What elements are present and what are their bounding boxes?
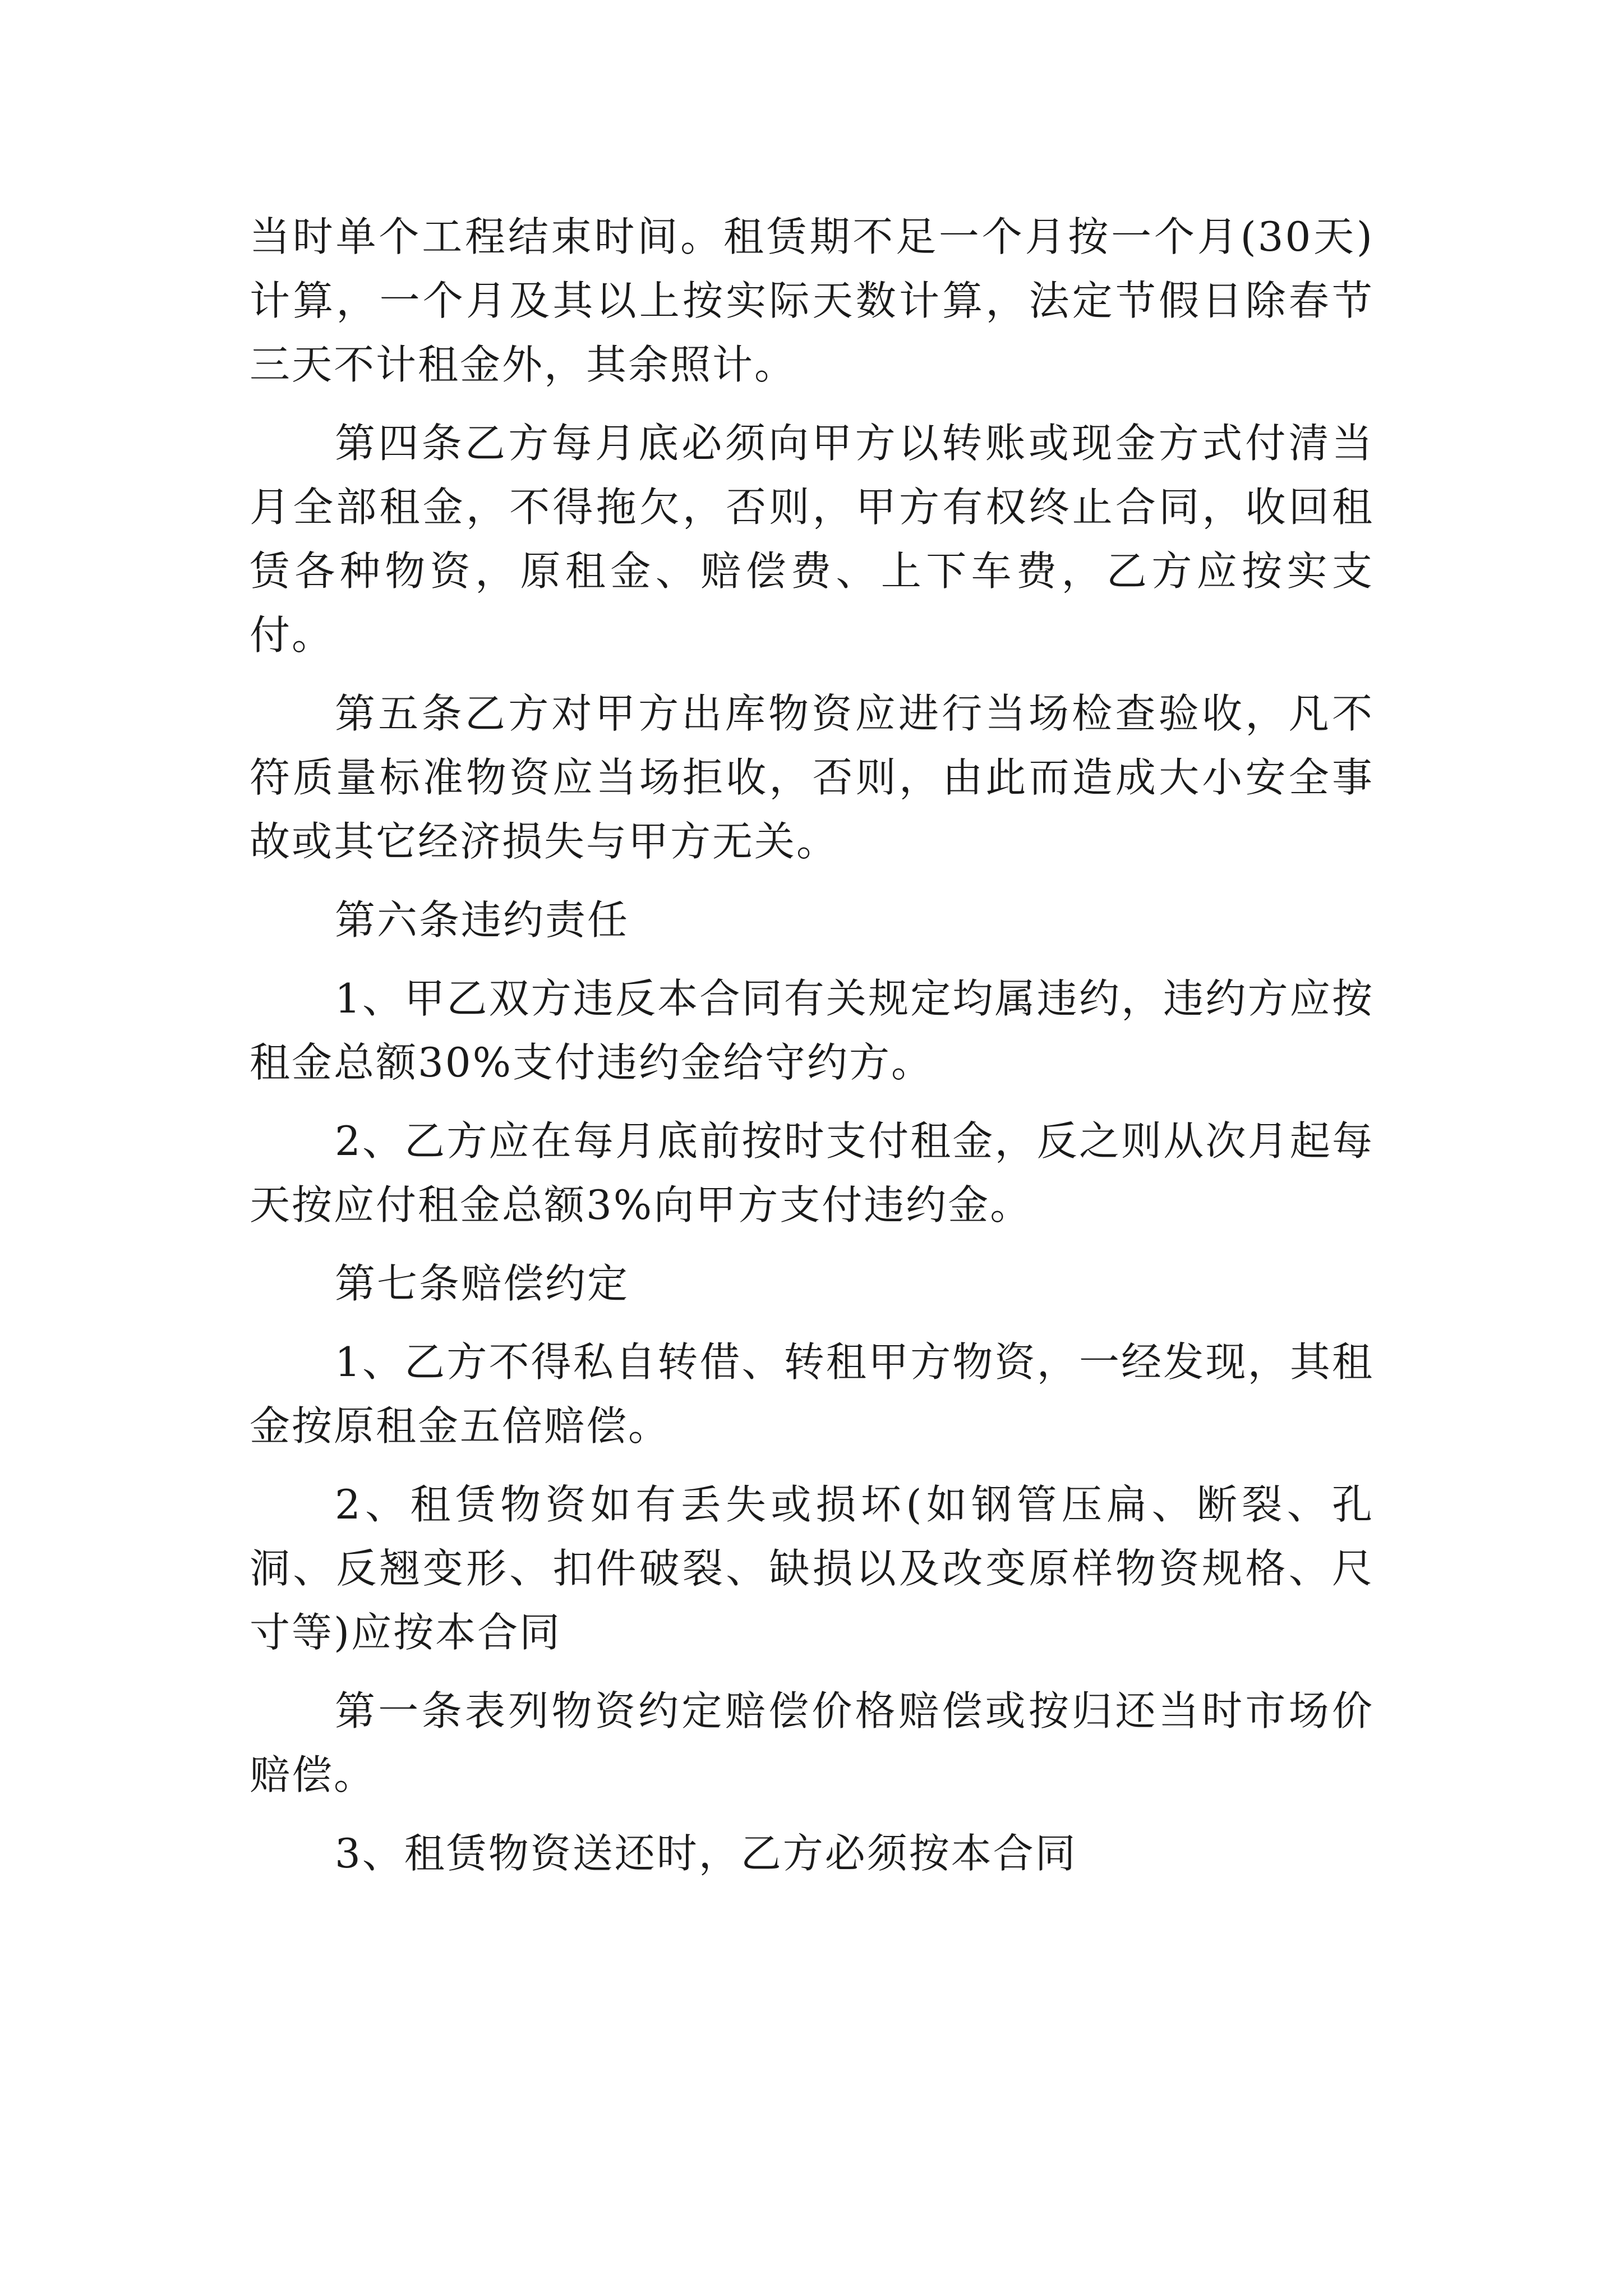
paragraph-article-7-item-2-cont: 第一条表列物资约定赔偿价格赔偿或按归还当时市场价赔偿。 <box>250 1687 1374 1798</box>
paragraph-article-5: 第五条乙方对甲方出库物资应进行当场检查验收，凡不符质量标准物资应当场拒收，否则，由此而造成大小安全事故或其它经济损失与甲方无关。 <box>250 690 1374 865</box>
paragraph-lease-period: 当时单个工程结束时间。租赁期不足一个月按一个月(30天)计算，一个月及其以上按实际天数计算，法定节假日除春节三天不计租金外，其余照计。 <box>250 213 1374 388</box>
paragraph-article-7-item-3: 3、租赁物资送还时，乙方必须按本合同 <box>335 1830 1077 1877</box>
paragraph-article-6-item-1: 1、甲乙双方违反本合同有关规定均属违约，违约方应按租金总额30%支付违约金给守约方。 <box>250 975 1374 1086</box>
heading-article-7: 第七条赔偿约定 <box>335 1260 630 1307</box>
paragraph-article-4: 第四条乙方每月底必须向甲方以转账或现金方式付清当月全部租金，不得拖欠，否则，甲方有权终止合同，收回租赁各种物资，原租金、赔偿费、上下车费，乙方应按实支付。 <box>250 420 1374 659</box>
heading-article-6: 第六条违约责任 <box>335 896 630 944</box>
document-body <box>250 205 1374 1900</box>
paragraph-article-7-item-2: 2、租赁物资如有丢失或损坏(如钢管压扁、断裂、孔洞、反翘变形、扣件破裂、缺损以及改变原样物资规格、尺寸等)应按本合同 <box>250 1481 1374 1656</box>
paragraph-article-6-item-2: 2、乙方应在每月底前按时支付租金，反之则从次月起每天按应付租金总额3%向甲方支付违约金。 <box>250 1117 1374 1228</box>
paragraph-article-7-item-1: 1、乙方不得私自转借、转租甲方物资，一经发现，其租金按原租金五倍赔偿。 <box>250 1338 1374 1450</box>
